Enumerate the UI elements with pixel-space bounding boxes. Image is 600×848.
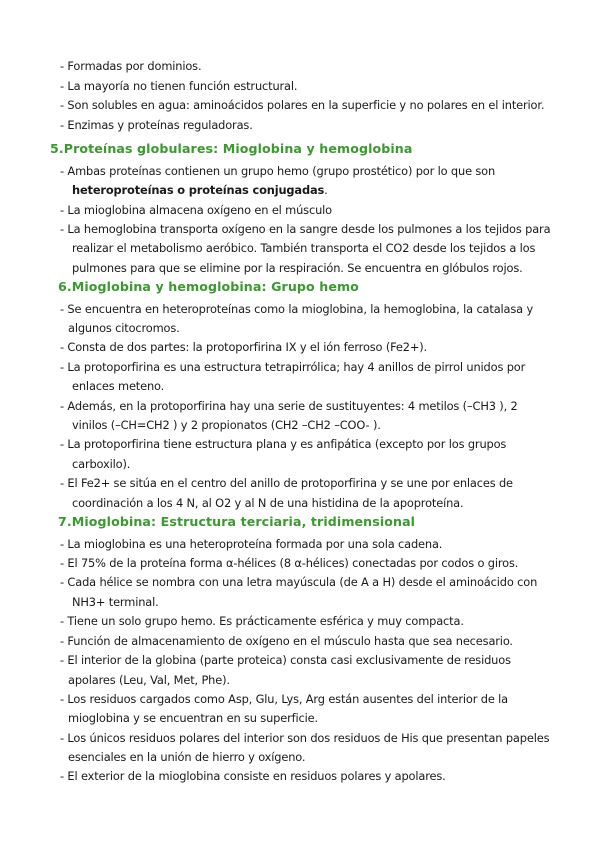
continuation-line: esenciales en la unión de hierro y oxígeno. [68, 750, 306, 764]
bullet-line: - Formadas por dominios. [60, 59, 202, 73]
continuation-line: NH3+ terminal. [72, 595, 159, 609]
bullet-line: - Se encuentra en heteroproteínas como la mioglobina, la hemoglobina, la catalasa y [60, 302, 534, 316]
continuation-line: pulmones para que se elimine por la respiración. Se encuentra en glóbulos rojos. [72, 261, 523, 275]
continuation-line: apolares (Leu, Val, Met, Phe). [68, 673, 230, 687]
bold-term: heteroproteínas o proteínas conjugadas [72, 183, 325, 197]
bullet-line: - Tiene un solo grupo hemo. Es prácticamente esférica y muy compacta. [60, 614, 464, 628]
bullet-line: - Cada hélice se nombra con una letra mayúscula (de A a H) desde el aminoácido con [60, 575, 538, 589]
bullet-line: - La protoporfirina es una estructura tetrapirrólica; hay 4 anillos de pirrol unidos por [60, 360, 526, 374]
bullet-line: - Además, en la protoporfirina hay una serie de sustituyentes: 4 metilos (–CH3 ), 2 [60, 399, 518, 413]
bullet-line: - Consta de dos partes: la protoporfirina IX y el ión ferroso (Fe2+). [60, 340, 428, 354]
bullet-line: - La hemoglobina transporta oxígeno en la sangre desde los pulmones a los tejidos para [60, 222, 551, 236]
continuation-line: vinilos (–CH=CH2 ) y 2 propionatos (CH2 –CH2 –COO- ). [72, 418, 381, 432]
bullet-line: - El 75% de la proteína forma α-hélices (8 α-hélices) conectadas por codos o giros. [60, 556, 519, 570]
continuation-line: realizar el metabolismo aeróbico. También transporta el CO2 desde los tejidos a los [72, 241, 536, 255]
bullet-line: - Función de almacenamiento de oxígeno en el músculo hasta que sea necesario. [60, 634, 513, 648]
bullet-line: - El interior de la globina (parte proteica) consta casi exclusivamente de residuos [60, 653, 511, 667]
bullet-line: - El exterior de la mioglobina consiste en residuos polares y apolares. [60, 769, 446, 783]
bullet-line: - La mioglobina es una heteroproteína formada por una sola cadena. [60, 537, 443, 551]
bullet-line: - La protoporfirina tiene estructura plana y es anfipática (excepto por los grupos [60, 437, 507, 451]
bullet-line: - Enzimas y proteínas reguladoras. [60, 118, 253, 132]
bullet-line: - El Fe2+ se sitúa en el centro del anillo de protoporfirina y se une por enlaces de [60, 476, 513, 490]
section-heading-7: 7.Mioglobina: Estructura terciaria, tridimensional [58, 514, 416, 529]
bullet-line: - Los residuos cargados como Asp, Glu, Lys, Arg están ausentes del interior de la [60, 692, 508, 706]
bullet-line: - Ambas proteínas contienen un grupo hemo (grupo prostético) por lo que son [60, 164, 496, 178]
bullet-line: - Son solubles en agua: aminoácidos polares en la superficie y no polares en el interior. [60, 98, 545, 112]
continuation-line: enlaces meteno. [72, 379, 165, 393]
bullet-line: - La mayoría no tienen función estructural. [60, 79, 298, 93]
continuation-line: carboxilo). [72, 457, 131, 471]
period: . [324, 183, 328, 197]
continuation-line [72, 183, 328, 197]
continuation-line: algunos citocromos. [68, 321, 180, 335]
bullet-line: - Los únicos residuos polares del interior son dos residuos de His que presentan papeles [60, 731, 550, 745]
bullet-line: - La mioglobina almacena oxígeno en el músculo [60, 203, 332, 217]
section-heading-6: 6.Mioglobina y hemoglobina: Grupo hemo [58, 279, 359, 294]
continuation-line: mioglobina y se encuentran en su superficie. [68, 711, 318, 725]
section-heading-5: 5.Proteínas globulares: Mioglobina y hemoglobina [50, 141, 413, 156]
continuation-line: coordinación a los 4 N, al O2 y al N de una histidina de la apoproteína. [72, 496, 464, 510]
